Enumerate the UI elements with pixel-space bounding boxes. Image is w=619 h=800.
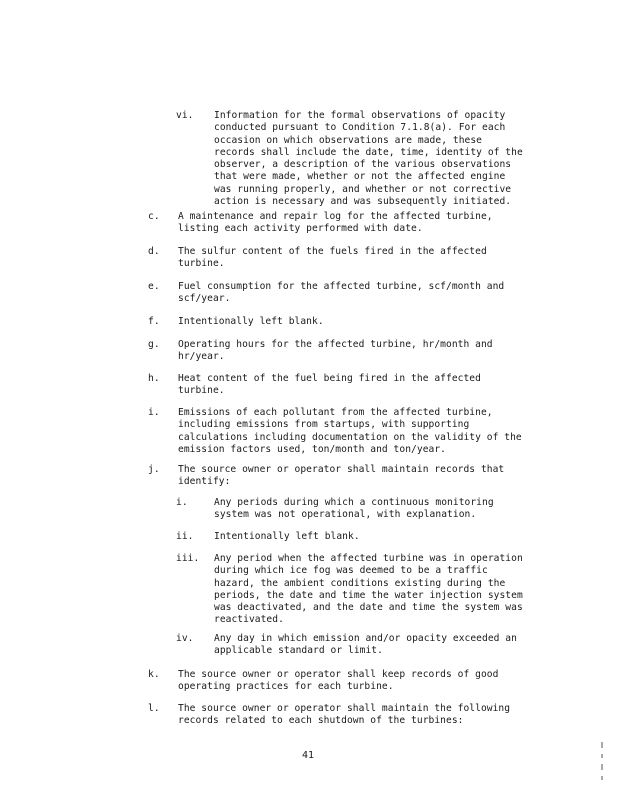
item-text: Heat content of the fuel being fired in the affected turbine. [178,373,481,397]
item-marker: iv. [176,633,194,644]
item-text: Operating hours for the affected turbine, hr/month and hr/year. [178,339,493,363]
item-marker: vi. [176,110,194,121]
item-text: Intentionally left blank. [178,316,324,327]
item-text: Any day in which emission and/or opacity exceeded an applicable standard or limit. [214,633,517,657]
item-marker: c. [148,211,160,222]
item-marker: l. [148,703,160,714]
item-marker: f. [148,316,160,327]
item-text: The source owner or operator shall maintain records that identify: [178,464,505,488]
list-item-vi [176,110,523,208]
item-text: Intentionally left blank. [214,531,360,542]
item-marker: h. [148,373,160,384]
item-text: The sulfur content of the fuels fired in the affected turbine. [178,246,487,270]
item-text: Fuel consumption for the affected turbine, scf/month and scf/year. [178,281,505,305]
list-item-i [148,407,522,456]
item-marker: k. [148,669,160,680]
item-text: The source owner or operator shall keep records of good operating practices for each turbine. [178,669,499,693]
item-marker: g. [148,339,160,350]
item-text: Any period when the affected turbine was in operation during which ice fog was deemed to be a traffic hazard, the ambient conditions existing during the periods, the date and time the water injection system was deactivated, and the date and time the system was reactivated. [214,553,523,626]
item-text: The source owner or operator shall maintain the following records related to each shutdown of the turbines: [178,703,511,727]
item-marker: ii. [176,531,194,542]
item-text: Any periods during which a continuous monitoring system was not operational, with explanation. [214,497,494,521]
item-marker: j. [148,464,160,475]
item-text: A maintenance and repair log for the affected turbine, listing each activity performed with date. [178,211,493,235]
list-item-l [148,703,511,752]
item-text: Information for the formal observations of opacity conducted pursuant to Condition 7.1.8(a). For each occasion on which observations are made, these records shall include the date, time, identity of the observer, a description of the various observations that were made, whether or not the affected engine was running properly, and whether or not corrective action is necessary and was subsequently initiated. [214,110,523,208]
item-text: Emissions of each pollutant from the affected turbine, including emissions from startups, with supporting calculations including documentation on the validity of the emission factors used, ton/month and ton/year. [178,407,522,455]
item-marker: i. [148,407,160,418]
page-number: 41 [302,750,315,761]
item-marker: e. [148,281,160,292]
list-item-j-iii [176,553,523,626]
item-marker: iii. [176,553,200,564]
item-marker: d. [148,246,160,257]
item-marker: i. [176,497,188,508]
scan-edge-marks [600,740,604,788]
